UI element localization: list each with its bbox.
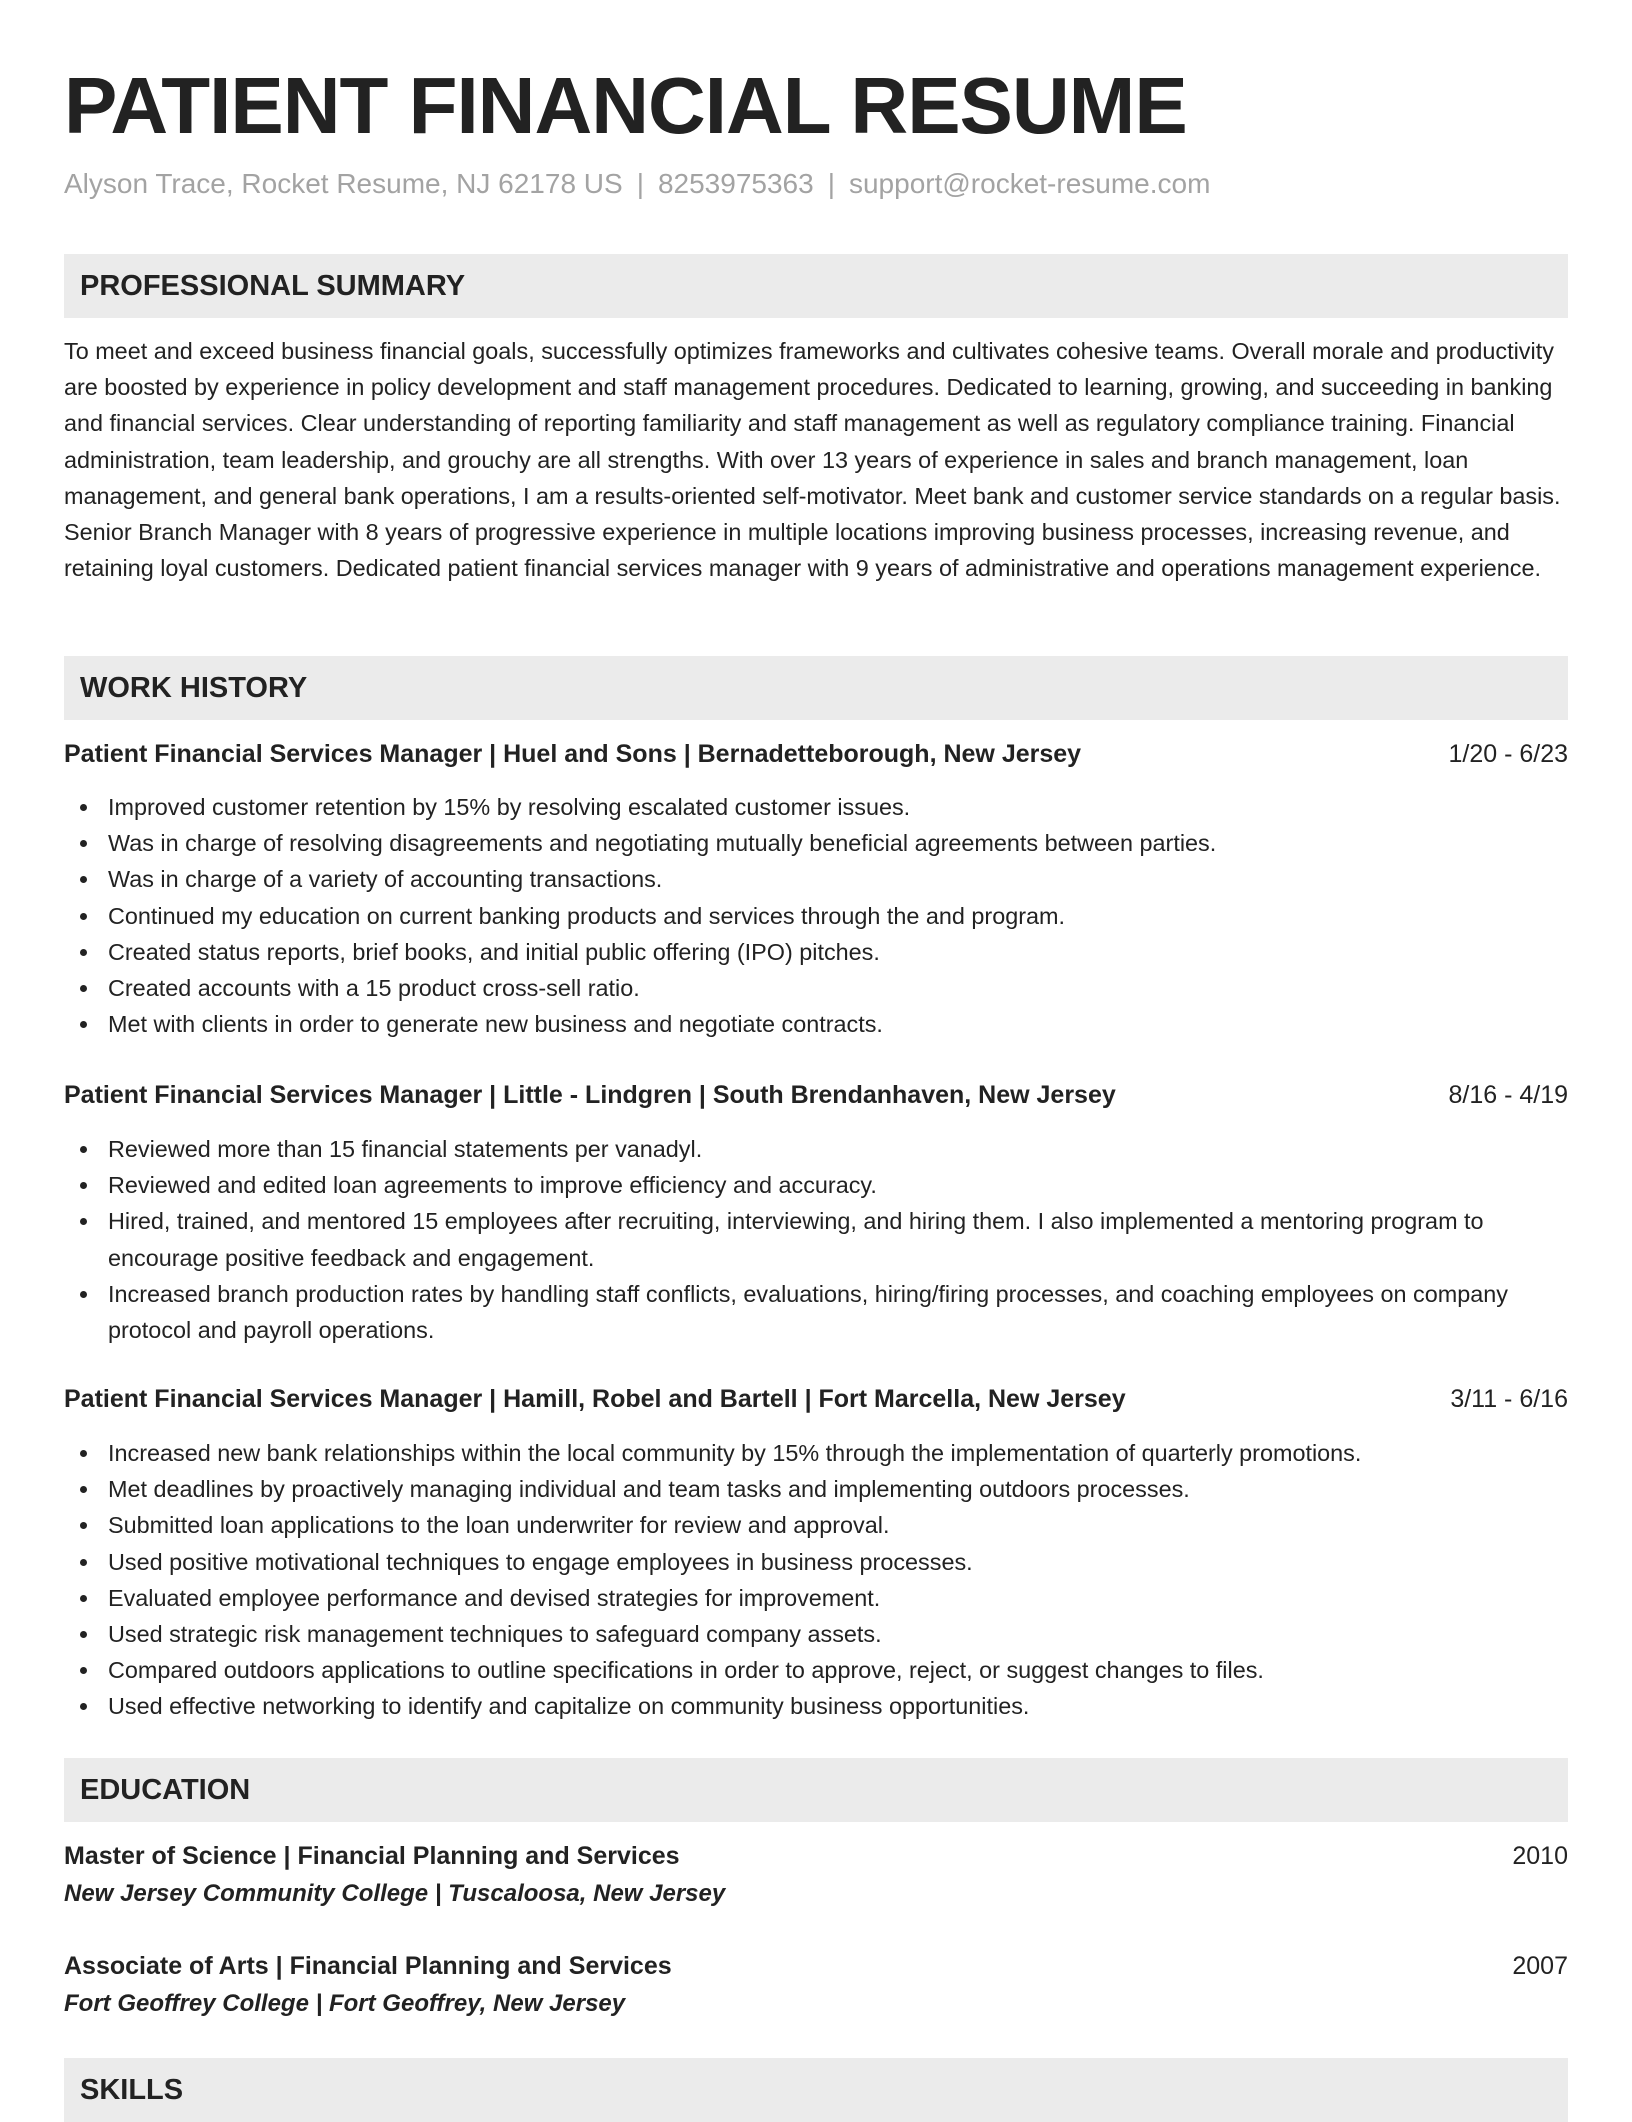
job-bullet-text: Submitted loan applications to the loan underwriter for review and approval. (108, 1512, 890, 1539)
section-heading-skills: SKILLS (64, 2058, 1568, 2122)
job-bullet-list (64, 1435, 1568, 1725)
job-entry (64, 1077, 1568, 1113)
job-bullet-text: Evaluated employee performance and devised strategies for improvement. (108, 1584, 881, 1611)
contact-separator: | (636, 168, 644, 199)
job-heading: Patient Financial Services Manager | Huel and Sons | Bernadetteborough, New Jersey (64, 740, 1082, 768)
section-heading-summary: PROFESSIONAL SUMMARY (64, 254, 1568, 318)
bullet-dot (80, 1146, 87, 1153)
job-bullet-text: Used strategic risk management techniques to safeguard company assets. (108, 1621, 882, 1648)
contact-line (64, 166, 1210, 202)
job-dates: 8/16 - 4/19 (1448, 1081, 1568, 1109)
job-bullet (64, 1006, 1568, 1042)
job-bullet (64, 1203, 1568, 1275)
job-bullet (64, 898, 1568, 934)
job-bullet (64, 970, 1568, 1006)
bullet-dot (80, 1486, 87, 1493)
job-bullet-text: Met deadlines by proactively managing individual and team tasks and implementing outdoors processes. (108, 1476, 1190, 1503)
education-school: Fort Geoffrey College | Fort Geoffrey, New Jersey (64, 1990, 626, 2017)
job-bullet (64, 1580, 1568, 1616)
education-year: 2010 (1512, 1842, 1568, 1870)
job-bullet (64, 934, 1568, 970)
bullet-dot (80, 1522, 87, 1529)
contact-separator: | (827, 168, 835, 199)
bullet-dot (80, 1450, 87, 1457)
bullet-dot (80, 1291, 87, 1298)
education-degree: Master of Science | Financial Planning and Services (64, 1842, 680, 1870)
education-entry (64, 1948, 1568, 2020)
job-bullet-text: Compared outdoors applications to outline specifications in order to approve, reject, or suggest changes to files. (108, 1657, 1264, 1684)
job-entry (64, 736, 1568, 772)
job-bullet (64, 1167, 1568, 1203)
contact-email: support@rocket-resume.com (848, 168, 1211, 199)
job-bullet-text: Hired, trained, and mentored 15 employees after recruiting, interviewing, and hiring them. I also implemented a mentoring program to encourage positive feedback and engagement. (108, 1208, 1484, 1271)
job-entry (64, 1381, 1568, 1417)
job-bullet-text: Reviewed more than 15 financial statements per vanadyl. (108, 1136, 703, 1162)
job-bullet (64, 1471, 1568, 1507)
job-dates: 3/11 - 6/16 (1450, 1385, 1568, 1413)
job-bullet-text: Created accounts with a 15 product cross-sell ratio. (108, 975, 640, 1002)
job-bullet-text: Increased new bank relationships within the local community by 15% through the implementation of quarterly promotions. (108, 1440, 1362, 1466)
job-header (64, 736, 1568, 772)
job-bullet-list (64, 1131, 1568, 1348)
bullet-dot (80, 1667, 87, 1674)
resume-title: PATIENT FINANCIAL RESUME (64, 61, 1187, 150)
bullet-dot (80, 1218, 87, 1225)
job-bullet-text: Reviewed and edited loan agreements to improve efficiency and accuracy. (108, 1172, 877, 1199)
job-bullet-text: Used positive motivational techniques to engage employees in business processes. (108, 1548, 973, 1575)
job-bullet (64, 1435, 1568, 1471)
bullet-dot (80, 913, 87, 920)
job-bullet-text: Created status reports, brief books, and initial public offering (IPO) pitches. (108, 938, 880, 965)
bullet-dot (80, 949, 87, 956)
job-heading: Patient Financial Services Manager | Little - Lindgren | South Brendanhaven, New Jersey (64, 1081, 1116, 1109)
job-bullet (64, 789, 1568, 825)
job-bullet-text: Used effective networking to identify and capitalize on community business opportunities. (108, 1693, 1030, 1720)
bullet-dot (80, 1021, 87, 1028)
job-bullet (64, 1507, 1568, 1543)
job-bullet-text: Improved customer retention by 15% by resolving escalated customer issues. (108, 794, 911, 820)
education-degree: Associate of Arts | Financial Planning and Services (64, 1952, 672, 1980)
bullet-dot (80, 1703, 87, 1710)
education-year: 2007 (1512, 1952, 1568, 1980)
bullet-dot (80, 1182, 87, 1189)
job-bullet-text: Met with clients in order to generate new business and negotiate contracts. (108, 1011, 883, 1038)
job-bullet (64, 1688, 1568, 1724)
job-dates: 1/20 - 6/23 (1448, 740, 1568, 768)
bullet-dot (80, 876, 87, 883)
contact-address: Alyson Trace, Rocket Resume, NJ 62178 US (64, 168, 623, 199)
bullet-dot (80, 1559, 87, 1566)
bullet-dot (80, 804, 87, 811)
bullet-dot (80, 1631, 87, 1638)
job-bullet-text: Continued my education on current banking products and services through the and program. (108, 902, 1065, 929)
bullet-dot (80, 840, 87, 847)
job-heading: Patient Financial Services Manager | Hamill, Robel and Bartell | Fort Marcella, New Jersey (64, 1385, 1126, 1413)
job-header (64, 1077, 1568, 1113)
job-bullet-text: Increased branch production rates by handling staff conflicts, evaluations, hiring/firing processes, and coaching employees on company protocol and payroll operations. (108, 1280, 1508, 1344)
job-bullet (64, 1616, 1568, 1652)
education-entry (64, 1838, 1568, 1910)
bullet-dot (80, 985, 87, 992)
job-bullet (64, 1276, 1568, 1348)
job-bullet (64, 1131, 1568, 1167)
summary-text: To meet and exceed business financial goals, successfully optimizes frameworks and cultivates cohesive teams. Overall morale and productivity are boosted by experience in policy development and staff management procedures. Dedicated to learning, growing, and succeeding in banking and financial services. Clear understanding of reporting familiarity and staff management as well as regulatory compliance training. Financial administration, team leadership, and grouchy are all strengths. With over 13 years of experience in sales and branch management, loan management, and general bank operations, I am a results-oriented self-motivator. Meet bank and customer service standards on a regular basis. Senior Branch Manager with 8 years of progressive experience in multiple locations improving business processes, increasing revenue, and retaining loyal customers. Dedicated patient financial services manager with 9 years of administrative and operations management experience. (64, 338, 1561, 582)
job-bullet-text: Was in charge of a variety of accounting transactions. (108, 866, 663, 893)
job-bullet (64, 825, 1568, 861)
job-bullet-text: Was in charge of resolving disagreements and negotiating mutually beneficial agreements between parties. (108, 830, 1217, 857)
job-bullet (64, 1652, 1568, 1688)
contact-phone: 8253975363 (657, 168, 814, 199)
job-bullet (64, 861, 1568, 897)
section-heading-work-history: WORK HISTORY (64, 656, 1568, 720)
job-bullet (64, 1544, 1568, 1580)
section-heading-education: EDUCATION (64, 1758, 1568, 1822)
bullet-dot (80, 1595, 87, 1602)
job-bullet-list (64, 789, 1568, 1042)
education-school: New Jersey Community College | Tuscaloosa, New Jersey (64, 1880, 726, 1907)
job-header (64, 1381, 1568, 1417)
